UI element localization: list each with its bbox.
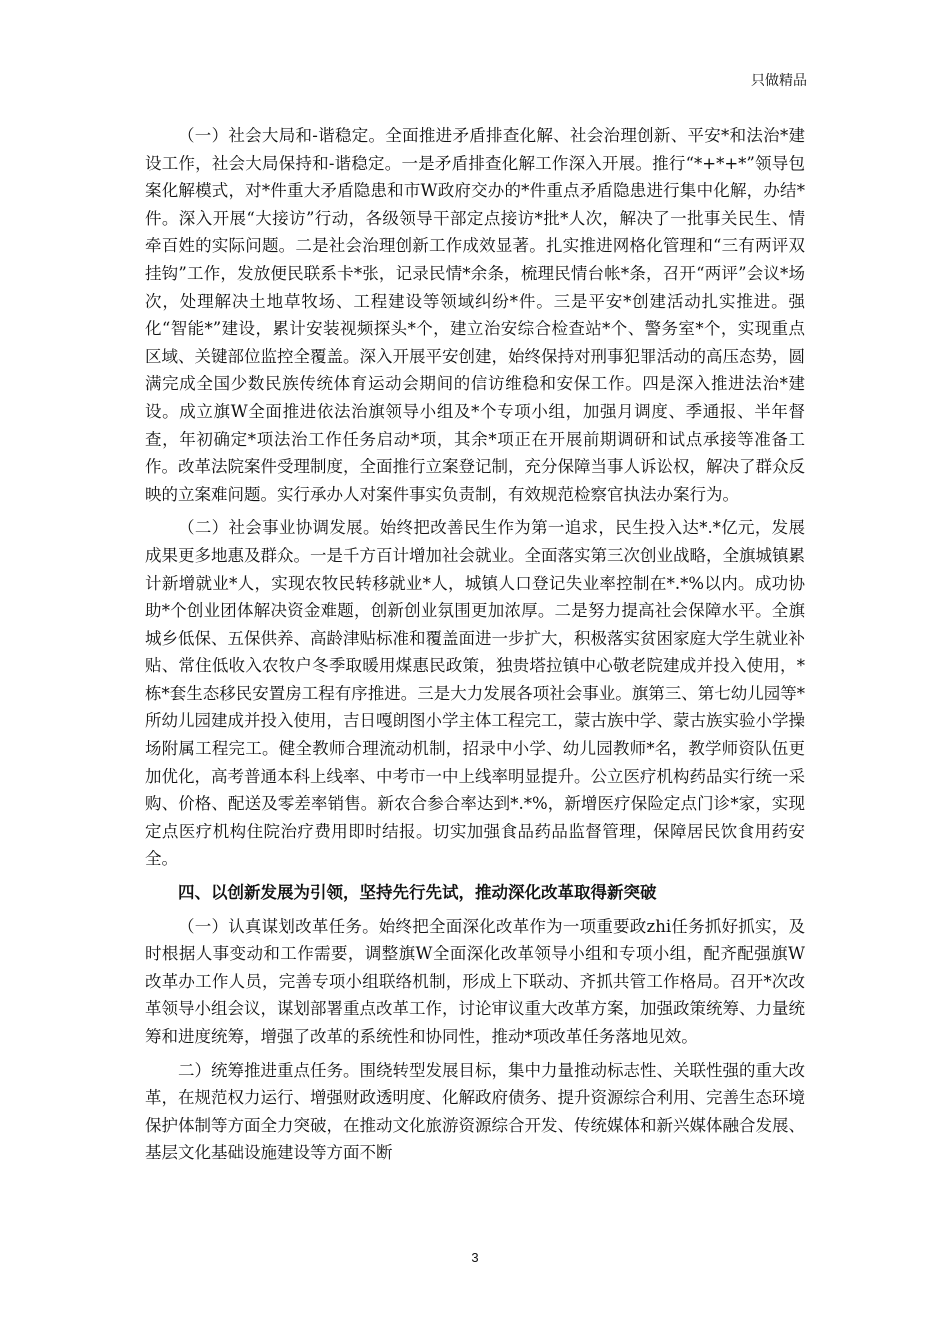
header-tag: 只做精品 bbox=[751, 73, 807, 89]
document-body bbox=[145, 122, 805, 1173]
paragraph-key-tasks: 二）统筹推进重点任务。围绕转型发展目标，集中力量推动标志性、关联性强的重大改革，在规范权力运行、增强财政透明度、化解政府债务、提升资源综合利用、完善生态环境保护体制等方面全力突破，在推动文化旅游资源综合开发、传统媒体和新兴媒体融合发展、基层文化基础设施建设等方面不断 bbox=[145, 1060, 805, 1163]
paragraph-social-stability: （一）社会大局和-谐稳定。全面推进矛盾排查化解、社会治理创新、平安*和法治*建设工作，社会大局保持和-谐稳定。一是矛盾排查化解工作深入开展。推行“*+*+*”领导包案化解模式，对*件重大矛盾隐患和市W政府交办的*件重点矛盾隐患进行集中化解，办结*件。深入开展“大接访”行动，各级领导干部定点接访*批*人次，解决了一批事关民生、情牵百姓的实际问题。二是社会治理创新工作成效显著。扎实推进网格化管理和“三有两评双挂钩”工作，发放便民联系卡*张，记录民情*余条，梳理民情台帐*条，召开“两评”会议*场次，处理解决土地草牧场、工程建设等领域纠纷*件。三是平安*创建活动扎实推进。强化“智能*”建设，累计安装视频探头*个，建立治安综合检查站*个、警务室*个，实现重点区域、关键部位监控全覆盖。深入开展平安创建，始终保持对刑事犯罪活动的高压态势，圆满完成全国少数民族传统体育运动会期间的信访维稳和安保工作。四是深入推进法治*建设。成立旗W全面推进依法治旗领导小组及*个专项小组，加强月调度、季通报、半年督查，年初确定*项法治工作任务启动*项，其余*项正在开展前期调研和试点承接等准备工作。改革法院案件受理制度，全面推行立案登记制，充分保障当事人诉讼权，解决了群众反映的立案难问题。实行承办人对案件事实负责制，有效规范检察官执法办案行为。 bbox=[145, 126, 805, 504]
section-heading-four: 四、以创新发展为引领，坚持先行先试，推动深化改革取得新突破 bbox=[178, 883, 657, 903]
page-number: 3 bbox=[471, 1250, 479, 1265]
paragraph-social-undertakings: （二）社会事业协调发展。始终把改善民生作为第一追求，民生投入达*.*亿元，发展成果更多地惠及群众。一是千方百计增加社会就业。全面落实第三次创业战略，全旗城镇累计新增就业*人，实现农牧民转移就业*人，城镇人口登记失业率控制在*.*%以内。成功协助*个创业团体解决资金难题，创新创业氛围更加浓厚。二是努力提高社会保障水平。全旗城乡低保、五保供养、高龄津贴标准和覆盖面进一步扩大，积极落实贫困家庭大学生就业补贴、常住低收入农牧户冬季取暖用煤惠民政策，独贵塔拉镇中心敬老院建成并投入使用，*栋*套生态移民安置房工程有序推进。三是大力发展各项社会事业。旗第三、第七幼儿园等*所幼儿园建成并投入使用，吉日嘎朗图小学主体工程完工，蒙古族中学、蒙古族实验小学操场附属工程完工。健全教师合理流动机制，招录中小学、幼儿园教师*名，教学师资队伍更加优化，高考普通本科上线率、中考市一中上线率明显提升。公立医疗机构药品实行统一采购、价格、配送及零差率销售。新农合参合率达到*.*%，新增医疗保险定点门诊*家，实现定点医疗机构住院治疗费用即时结报。切实加强食品药品监督管理，保障居民饮食用药安全。 bbox=[145, 518, 805, 869]
paragraph-reform-tasks: （一）认真谋划改革任务。始终把全面深化改革作为一项重要政zhi任务抓好抓实，及时根据人事变动和工作需要，调整旗W全面深化改革领导小组和专项小组，配齐配强旗W改革办工作人员，完善专项小组联络机制，形成上下联动、齐抓共管工作格局。召开*次改革领导小组会议，谋划部署重点改革工作，讨论审议重大改革方案，加强政策统筹、力量统筹和进度统筹，增强了改革的系统性和协同性，推动*项改革任务落地见效。 bbox=[145, 916, 805, 1046]
